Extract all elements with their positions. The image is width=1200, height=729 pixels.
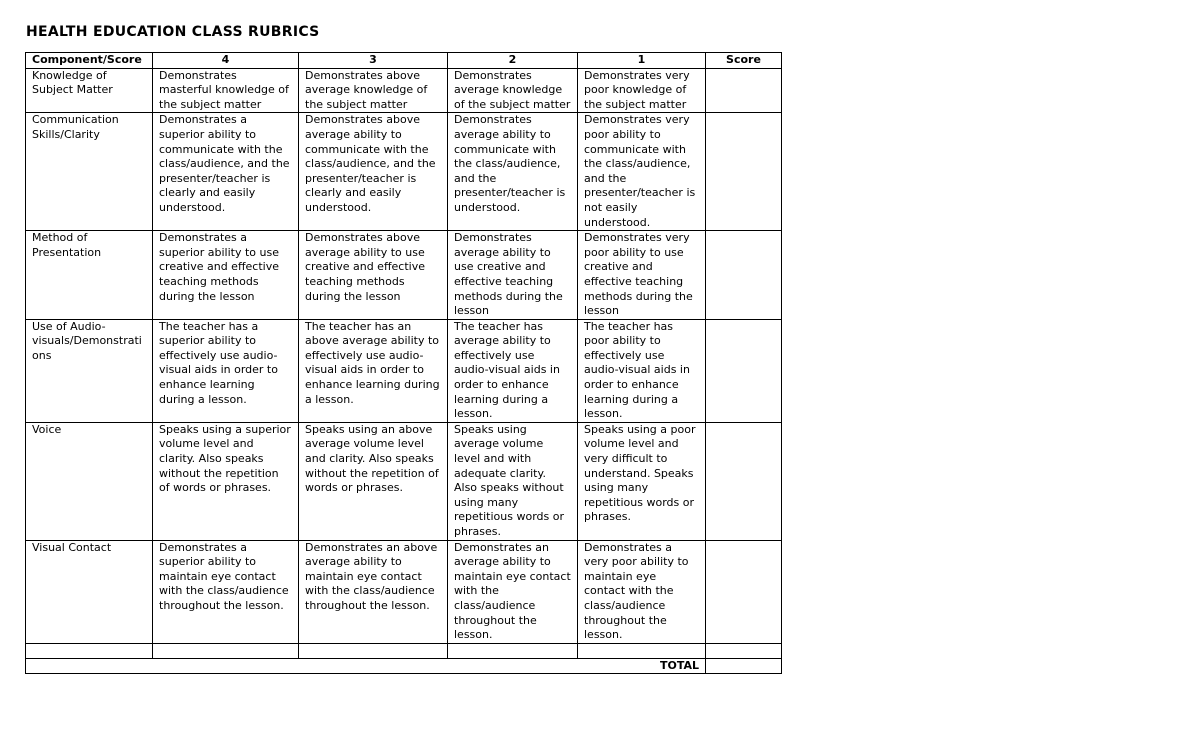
- score-cell[interactable]: [706, 319, 782, 422]
- score-cell[interactable]: [706, 540, 782, 643]
- component-cell: Method of Presentation: [26, 231, 153, 320]
- criteria-cell-1: Speaks using a poor volume level and very difficult to understand. Speaks using many repetitious words or phrases.: [578, 422, 706, 540]
- criteria-cell-4: Demonstrates a superior ability to maintain eye contact with the class/audience throughout the lesson.: [153, 540, 299, 643]
- total-label: TOTAL: [26, 658, 706, 674]
- table-row: [26, 540, 782, 643]
- empty-cell: [26, 643, 153, 658]
- score-cell[interactable]: [706, 231, 782, 320]
- criteria-cell-4: Speaks using a superior volume level and clarity. Also speaks without the repetition of words or phrases.: [153, 422, 299, 540]
- criteria-cell-1: Demonstrates very poor knowledge of the subject matter: [578, 68, 706, 113]
- empty-cell: [448, 643, 578, 658]
- component-cell: Visual Contact: [26, 540, 153, 643]
- table-row: [26, 231, 782, 320]
- criteria-cell-3: Demonstrates above average knowledge of the subject matter: [299, 68, 448, 113]
- component-cell: Knowledge of Subject Matter: [26, 68, 153, 113]
- table-row: [26, 422, 782, 540]
- criteria-cell-4: The teacher has a superior ability to effectively use audio-visual aids in order to enhance learning during a lesson.: [153, 319, 299, 422]
- empty-cell: [153, 643, 299, 658]
- criteria-cell-3: Demonstrates above average ability to communicate with the class/audience, and the presenter/teacher is clearly and easily understood.: [299, 113, 448, 231]
- criteria-cell-3: Demonstrates an above average ability to maintain eye contact with the class/audience throughout the lesson.: [299, 540, 448, 643]
- criteria-cell-1: The teacher has poor ability to effectively use audio-visual aids in order to enhance learning during a lesson.: [578, 319, 706, 422]
- criteria-cell-2: The teacher has average ability to effectively use audio-visual aids in order to enhance learning during a lesson.: [448, 319, 578, 422]
- table-row: [26, 113, 782, 231]
- empty-cell: [299, 643, 448, 658]
- score-cell[interactable]: [706, 113, 782, 231]
- table-row: [26, 68, 782, 113]
- criteria-cell-4: Demonstrates a superior ability to use creative and effective teaching methods during the lesson: [153, 231, 299, 320]
- component-cell: Voice: [26, 422, 153, 540]
- criteria-cell-3: Speaks using an above average volume level and clarity. Also speaks without the repetition of words or phrases.: [299, 422, 448, 540]
- total-score-cell[interactable]: [706, 658, 782, 674]
- score-cell[interactable]: [706, 68, 782, 113]
- component-cell: Use of Audio-visuals/Demonstrations: [26, 319, 153, 422]
- score-cell[interactable]: [706, 422, 782, 540]
- criteria-cell-2: Demonstrates average ability to communicate with the class/audience, and the presenter/teacher is understood.: [448, 113, 578, 231]
- header-score-3: 3: [299, 53, 448, 69]
- criteria-cell-3: Demonstrates above average ability to use creative and effective teaching methods during the lesson: [299, 231, 448, 320]
- header-score-4: 4: [153, 53, 299, 69]
- header-score: Score: [706, 53, 782, 69]
- component-cell: Communication Skills/Clarity: [26, 113, 153, 231]
- criteria-cell-2: Demonstrates average knowledge of the subject matter: [448, 68, 578, 113]
- rubric-table: [25, 52, 782, 674]
- criteria-cell-3: The teacher has an above average ability to effectively use audio-visual aids in order to enhance learning during a lesson.: [299, 319, 448, 422]
- table-row: [26, 319, 782, 422]
- page-title: HEALTH EDUCATION CLASS RUBRICS: [26, 24, 320, 40]
- criteria-cell-4: Demonstrates a superior ability to communicate with the class/audience, and the presenter/teacher is clearly and easily understood.: [153, 113, 299, 231]
- criteria-cell-2: Demonstrates average ability to use creative and effective teaching methods during the lesson: [448, 231, 578, 320]
- criteria-cell-2: Demonstrates an average ability to maintain eye contact with the class/audience throughout the lesson.: [448, 540, 578, 643]
- empty-cell: [578, 643, 706, 658]
- criteria-cell-1: Demonstrates a very poor ability to maintain eye contact with the class/audience throughout the lesson.: [578, 540, 706, 643]
- header-row: [26, 53, 782, 69]
- total-row: [26, 658, 782, 674]
- header-component: Component/Score: [26, 53, 153, 69]
- criteria-cell-2: Speaks using average volume level and with adequate clarity. Also speaks without using many repetitious words or phrases.: [448, 422, 578, 540]
- criteria-cell-1: Demonstrates very poor ability to use creative and effective teaching methods during the lesson: [578, 231, 706, 320]
- empty-cell[interactable]: [706, 643, 782, 658]
- criteria-cell-1: Demonstrates very poor ability to communicate with the class/audience, and the presenter/teacher is not easily understood.: [578, 113, 706, 231]
- header-score-1: 1: [578, 53, 706, 69]
- criteria-cell-4: Demonstrates masterful knowledge of the subject matter: [153, 68, 299, 113]
- empty-row: [26, 643, 782, 658]
- header-score-2: 2: [448, 53, 578, 69]
